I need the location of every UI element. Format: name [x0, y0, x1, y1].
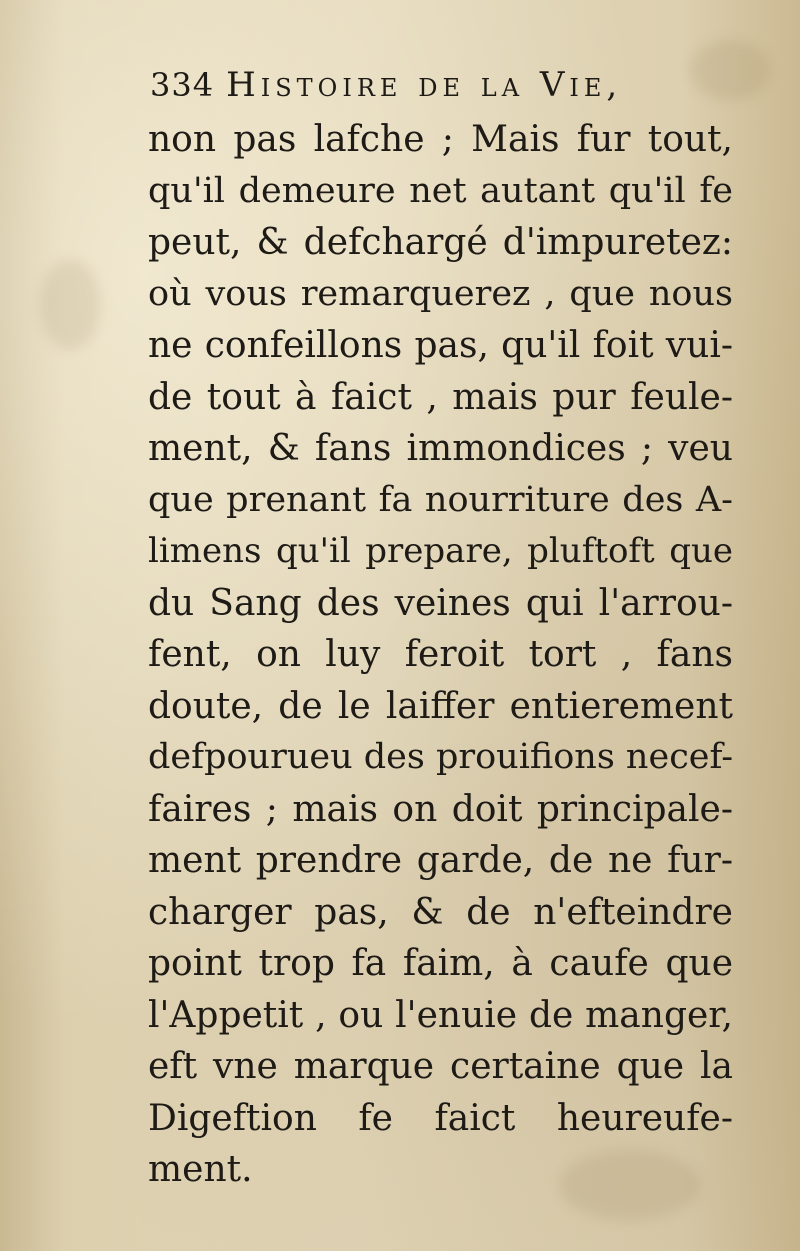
- text-line: point trop fa faim, à caufe que: [148, 943, 733, 984]
- text-line: l'Appetit , ou l'enuie de manger,: [148, 994, 733, 1036]
- text-line: fent, on luy feroit tort , fans: [148, 634, 733, 675]
- text-line: ne confeillons pas, qu'il foit vui-: [148, 325, 733, 366]
- text-line: limens qu'il prepare, pluftoft que: [148, 531, 733, 571]
- running-title: Histoire de la Vie,: [226, 65, 623, 105]
- text-line: qu'il demeure net autant qu'il fe: [148, 170, 733, 211]
- text-line: eft vne marque certaine que la: [148, 1046, 733, 1087]
- body-text: [148, 114, 733, 1196]
- page-number: 334: [150, 66, 215, 104]
- text-line: doute, de le laiffer entierement: [148, 685, 733, 727]
- text-line: non pas lafche ; Mais fur tout,: [148, 119, 733, 160]
- text-line: où vous remarquerez , que nous: [148, 273, 733, 314]
- text-line: que prenant fa nourriture des A-: [148, 479, 733, 520]
- text-line: charger pas, & de n'efteindre: [148, 891, 733, 933]
- text-line: ment prendre garde, de ne fur-: [148, 840, 733, 881]
- text-line: defpourueu des prouifions necef-: [148, 737, 734, 777]
- text-line: ment.: [148, 1149, 253, 1190]
- running-header: [150, 65, 710, 105]
- text-line: ment, & fans immondices ; veu: [148, 428, 733, 469]
- paper-stain: [40, 260, 100, 350]
- text-line: du Sang des veines qui l'arrou-: [148, 582, 733, 624]
- text-line: faires ; mais on doit principale-: [148, 788, 733, 830]
- text-line: Digeftion fe faict heureufe-: [148, 1097, 733, 1139]
- text-line: peut, & defchargé d'impuretez:: [148, 222, 733, 263]
- text-line: de tout à faict , mais pur feule-: [148, 376, 733, 418]
